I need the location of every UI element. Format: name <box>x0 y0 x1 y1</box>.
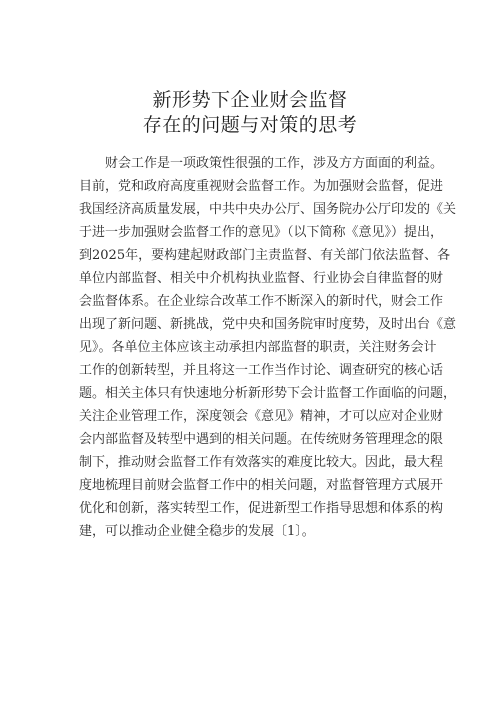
paragraph-line: 目前，党和政府高度重视财会监督工作。为加强财会监督，促进 <box>79 179 444 194</box>
paragraph-line: 制下，推动财会监督工作有效落实的难度比较大。因此，最大程 <box>79 455 444 470</box>
paragraph-line: 关注企业管理工作，深度领会《意见》精神，才可以应对企业财 <box>79 409 444 424</box>
paragraph-line: 会监督体系。在企业综合改革工作不断深入的新时代，财会工作 <box>79 294 444 309</box>
paragraph-line: 会内部监督及转型中遇到的相关问题。在传统财务管理理念的限 <box>79 432 444 447</box>
paragraph-line: 见》。各单位主体应该主动承担内部监督的职责，关注财务会计 <box>79 340 437 355</box>
paragraph-line: 出现了新问题、新挑战，党中央和国务院审时度势，及时出台《意 <box>79 317 457 332</box>
paragraph-line: 于进一步加强财会监督工作的意见》（以下简称《意见》）提出， <box>79 225 444 240</box>
paragraph-line: 题。相关主体只有快速地分析新形势下会计监督工作面临的问题， <box>79 386 457 401</box>
paragraph-line: 工作的创新转型，并且将这一工作当作讨论、调查研究的核心话 <box>79 363 444 378</box>
paragraph-line: 度地梳理目前财会监督工作中的相关问题，对监督管理方式展开 <box>79 478 444 493</box>
paragraph-line: 单位内部监督、相关中介机构执业监督、行业协会自律监督的财 <box>79 271 444 286</box>
body-paragraph <box>79 152 457 543</box>
paragraph-line: 财会工作是一项政策性很强的工作，涉及方方面面的利益。 <box>105 156 444 171</box>
paragraph-line: 优化和创新，落实转型工作，促进新型工作指导思想和体系的构 <box>79 501 444 516</box>
title-line-1: 新形势下企业财会监督 <box>152 89 348 111</box>
paragraph-line: 建，可以推动企业健全稳步的发展〔1〕。 <box>79 524 315 539</box>
title-line-2: 存在的问题与对策的思考 <box>142 114 358 136</box>
paragraph-line: 到2025年，要构建起财政部门主责监督、有关部门依法监督、各 <box>79 248 451 263</box>
paragraph-line: 我国经济高质量发展，中共中央办公厅、国务院办公厅印发的《关 <box>79 202 457 217</box>
